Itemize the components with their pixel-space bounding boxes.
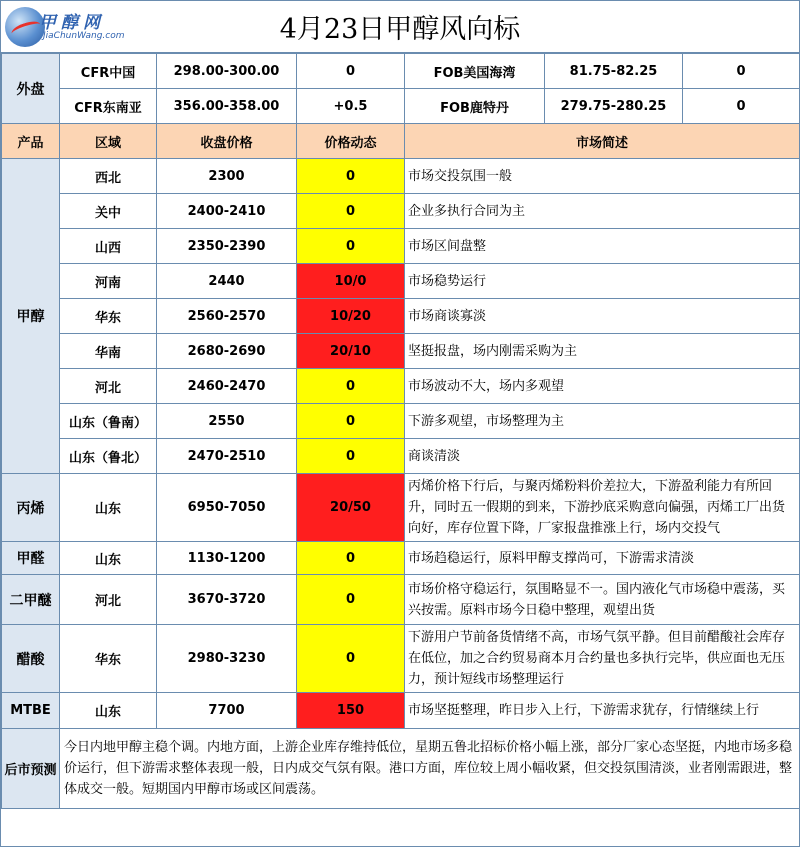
- price-cell: 2980-3230: [157, 625, 297, 693]
- region-cell: 山西: [60, 229, 157, 264]
- change-cell: 0: [297, 369, 405, 404]
- summary-cell: 坚挺报盘，场内刚需采购为主: [405, 334, 800, 369]
- overseas-a-change: +0.5: [297, 89, 405, 124]
- change-cell: 0: [297, 194, 405, 229]
- overseas-a-change: 0: [297, 54, 405, 89]
- region-cell: 华东: [60, 299, 157, 334]
- product-row: [2, 693, 800, 729]
- summary-cell: 市场趋稳运行，原料甲醇支撑尚可，下游需求清淡: [405, 542, 800, 575]
- product-row: [2, 404, 800, 439]
- summary-cell: 市场区间盘整: [405, 229, 800, 264]
- market-table: [1, 53, 800, 729]
- product-row: [2, 159, 800, 194]
- overseas-b-price: 279.75-280.25: [545, 89, 683, 124]
- logo-en: JiaChunWang.com: [43, 31, 125, 41]
- change-cell: 0: [297, 159, 405, 194]
- summary-cell: 丙烯价格下行后，与聚丙烯粉料价差拉大，下游盈利能力有所回升，同时五一假期的到来，下游抄底采购意向偏强，丙烯工厂出货向好，库存位置下降，厂家报盘推涨上行，场内交投气: [405, 474, 800, 542]
- region-cell: 关中: [60, 194, 157, 229]
- product-row: [2, 625, 800, 693]
- price-cell: 7700: [157, 693, 297, 729]
- overseas-b-price: 81.75-82.25: [545, 54, 683, 89]
- overseas-b-name: FOB美国海湾: [405, 54, 545, 89]
- logo-cn: 甲醇网: [39, 13, 105, 33]
- summary-cell: 下游多观望，市场整理为主: [405, 404, 800, 439]
- change-cell: 10/20: [297, 299, 405, 334]
- region-cell: 河北: [60, 575, 157, 625]
- change-cell: 0: [297, 542, 405, 575]
- product-row: [2, 299, 800, 334]
- col-change: 价格动态: [297, 124, 405, 159]
- product-name: 二甲醚: [2, 575, 60, 625]
- summary-cell: 下游用户节前备货情绪不高，市场气氛平静。但目前醋酸社会库存在低位，加之合约贸易商本月合约量也多执行完毕，供应面也无压力，预计短线市场整理运行: [405, 625, 800, 693]
- product-name: 甲醇: [2, 159, 60, 474]
- summary-cell: 企业多执行合同为主: [405, 194, 800, 229]
- overseas-a-name: CFR东南亚: [60, 89, 157, 124]
- forecast-label: 后市预测: [2, 729, 60, 809]
- change-cell: 20/10: [297, 334, 405, 369]
- summary-cell: 市场稳势运行: [405, 264, 800, 299]
- product-name: 甲醛: [2, 542, 60, 575]
- overseas-a-name: CFR中国: [60, 54, 157, 89]
- change-cell: 0: [297, 625, 405, 693]
- summary-cell: 市场价格守稳运行，氛围略显不一。国内液化气市场稳中震荡，买兴按需。原料市场今日稳中整理，观望出货: [405, 575, 800, 625]
- overseas-b-change: 0: [683, 89, 800, 124]
- price-cell: 6950-7050: [157, 474, 297, 542]
- price-cell: 1130-1200: [157, 542, 297, 575]
- change-cell: 20/50: [297, 474, 405, 542]
- price-cell: 2470-2510: [157, 439, 297, 474]
- overseas-row-1: [2, 54, 800, 89]
- overseas-b-name: FOB鹿特丹: [405, 89, 545, 124]
- price-cell: 2400-2410: [157, 194, 297, 229]
- region-cell: 山东（鲁北）: [60, 439, 157, 474]
- region-cell: 华东: [60, 625, 157, 693]
- change-cell: 0: [297, 229, 405, 264]
- product-row: [2, 575, 800, 625]
- product-name: MTBE: [2, 693, 60, 729]
- price-cell: 2350-2390: [157, 229, 297, 264]
- column-header-row: [2, 124, 800, 159]
- overseas-label: 外盘: [2, 54, 60, 124]
- change-cell: 0: [297, 439, 405, 474]
- region-cell: 河北: [60, 369, 157, 404]
- product-row: [2, 194, 800, 229]
- col-price: 收盘价格: [157, 124, 297, 159]
- region-cell: 华南: [60, 334, 157, 369]
- price-cell: 2680-2690: [157, 334, 297, 369]
- region-cell: 山东: [60, 693, 157, 729]
- product-row: [2, 334, 800, 369]
- forecast-table: [1, 728, 800, 809]
- overseas-row-2: [2, 89, 800, 124]
- col-summary: 市场简述: [405, 124, 800, 159]
- region-cell: 山东: [60, 542, 157, 575]
- price-cell: 3670-3720: [157, 575, 297, 625]
- col-region: 区域: [60, 124, 157, 159]
- forecast-row: [2, 729, 800, 809]
- overseas-b-change: 0: [683, 54, 800, 89]
- overseas-a-price: 298.00-300.00: [157, 54, 297, 89]
- change-cell: 0: [297, 404, 405, 439]
- change-cell: 10/0: [297, 264, 405, 299]
- summary-cell: 市场商谈寡淡: [405, 299, 800, 334]
- price-cell: 2300: [157, 159, 297, 194]
- product-row: [2, 474, 800, 542]
- report-header: [1, 1, 799, 53]
- change-cell: 150: [297, 693, 405, 729]
- region-cell: 山东（鲁南）: [60, 404, 157, 439]
- summary-cell: 市场波动不大，场内多观望: [405, 369, 800, 404]
- product-row: [2, 369, 800, 404]
- summary-cell: 商谈清淡: [405, 439, 800, 474]
- price-cell: 2440: [157, 264, 297, 299]
- price-cell: 2460-2470: [157, 369, 297, 404]
- change-cell: 0: [297, 575, 405, 625]
- overseas-a-price: 356.00-358.00: [157, 89, 297, 124]
- region-cell: 西北: [60, 159, 157, 194]
- region-cell: 山东: [60, 474, 157, 542]
- price-cell: 2560-2570: [157, 299, 297, 334]
- product-row: [2, 229, 800, 264]
- forecast-text: 今日内地甲醇主稳个调。内地方面，上游企业库存维持低位，星期五鲁北招标价格小幅上涨，部分厂家心态坚挺，内地市场多稳价运行，但下游需求整体表现一般，日内成交气氛有限。港口方面，库位较上周小幅收紧，但交投氛围清淡，业者刚需跟进，整体成交一般。短期国内甲醇市场或区间震荡。: [60, 729, 800, 809]
- product-name: 醋酸: [2, 625, 60, 693]
- summary-cell: 市场交投氛围一般: [405, 159, 800, 194]
- product-name: 丙烯: [2, 474, 60, 542]
- summary-cell: 市场坚挺整理，昨日步入上行，下游需求犹存，行情继续上行: [405, 693, 800, 729]
- product-row: [2, 542, 800, 575]
- region-cell: 河南: [60, 264, 157, 299]
- product-row: [2, 439, 800, 474]
- page-title: 4月23日甲醇风向标: [279, 14, 521, 45]
- col-product: 产品: [2, 124, 60, 159]
- price-cell: 2550: [157, 404, 297, 439]
- product-row: [2, 264, 800, 299]
